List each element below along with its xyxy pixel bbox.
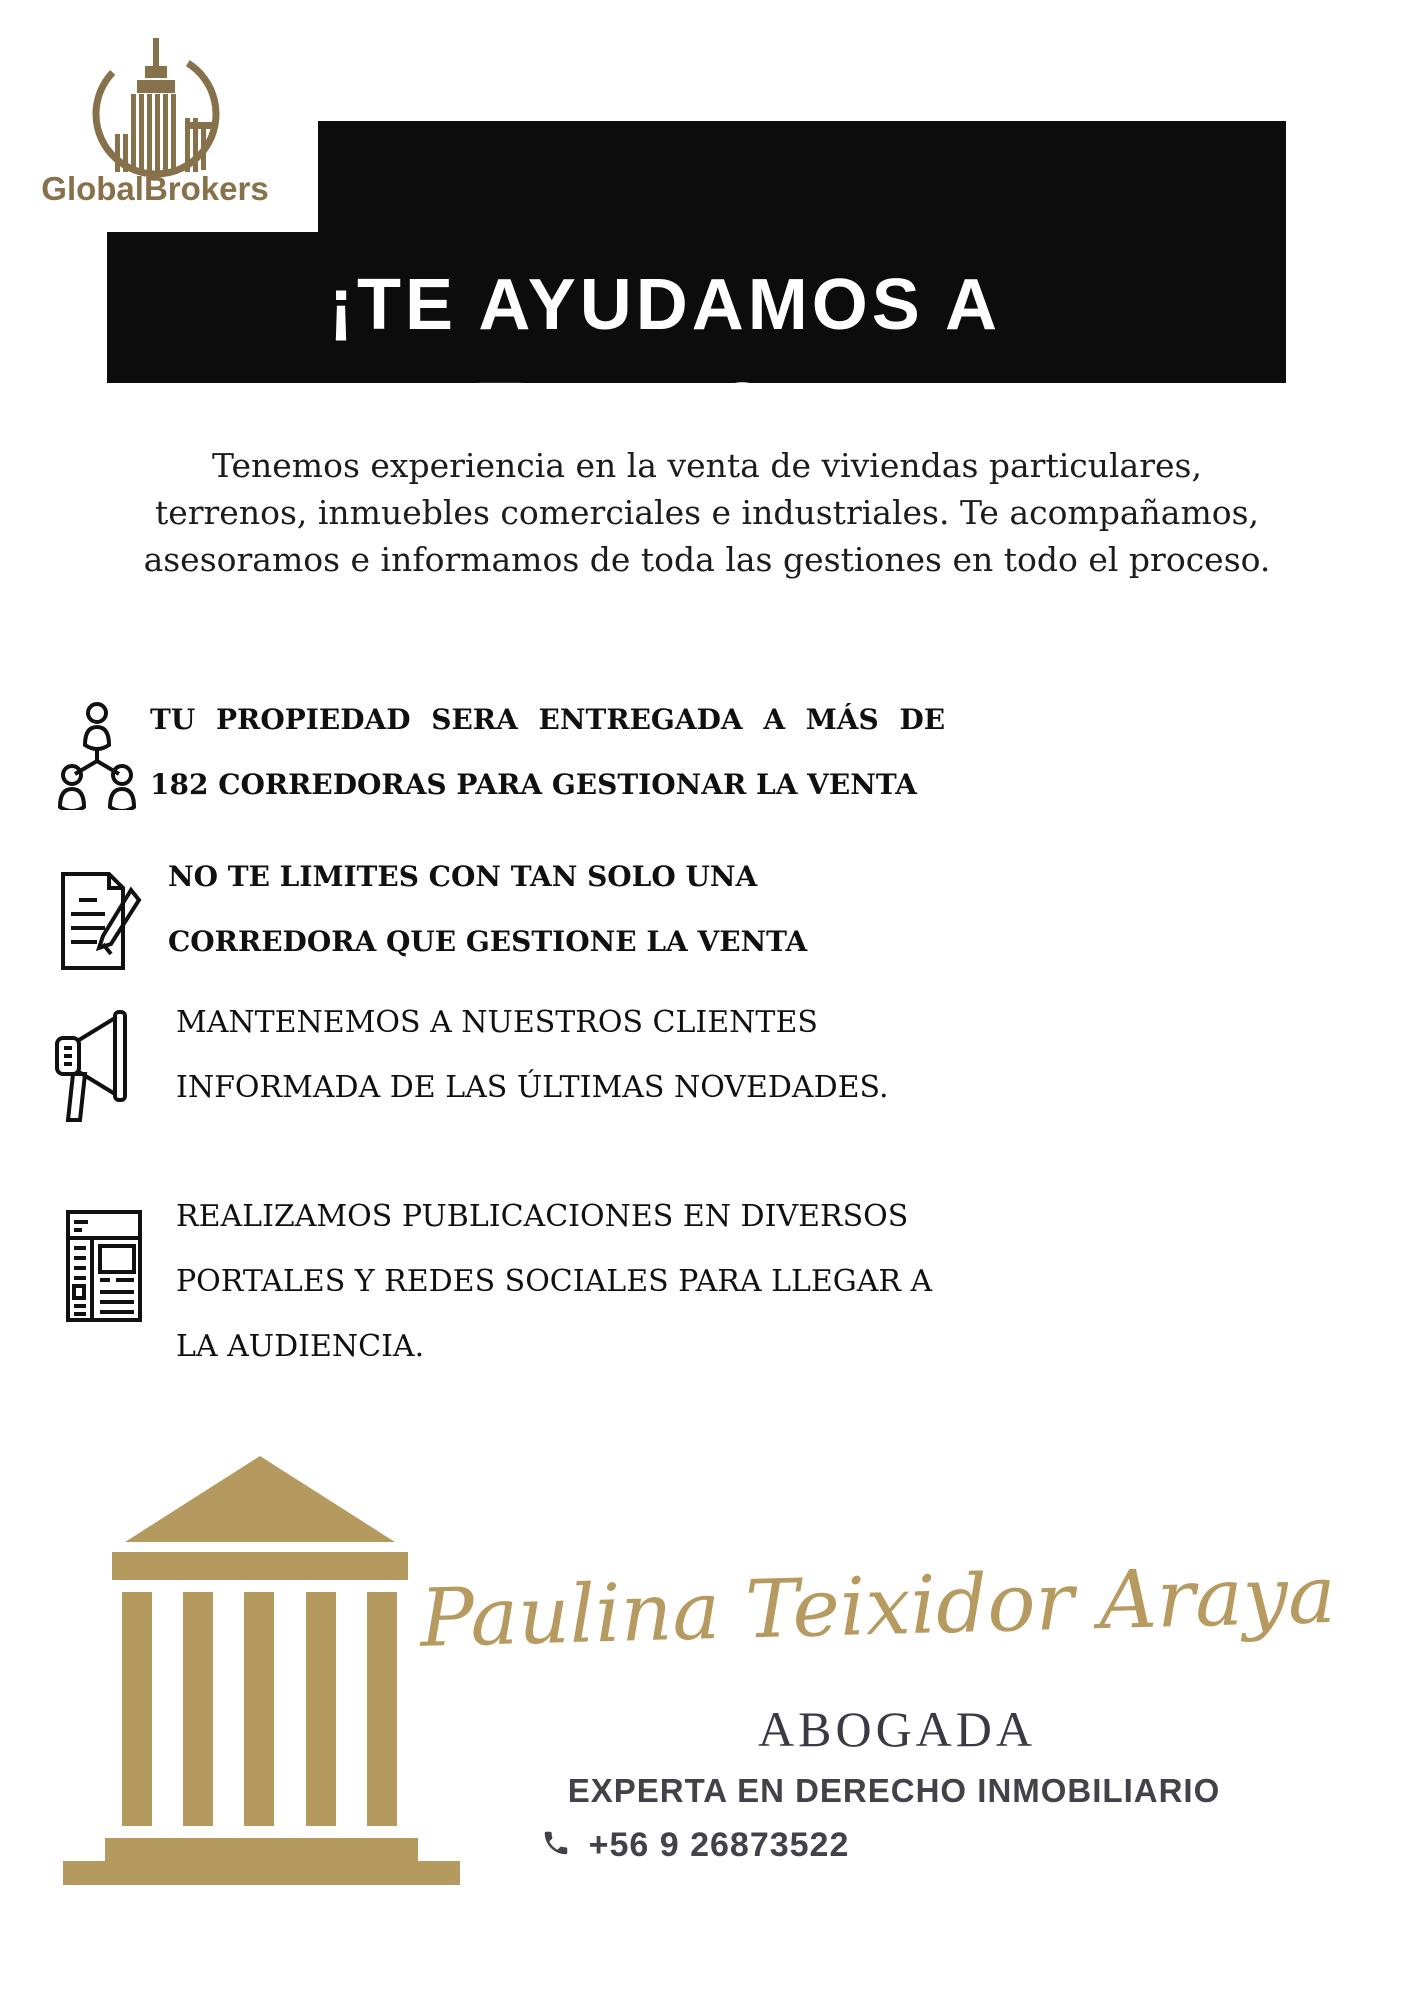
intro-line: asesoramos e informamos de toda las gestiones en todo el proceso. (143, 540, 1271, 579)
benefit-line: INFORMADA DE LAS ÚLTIMAS NOVEDADES. (176, 1070, 889, 1105)
benefit-line: 182 CORREDORAS PARA GESTIONAR LA VENTA (150, 768, 917, 801)
intro-paragraph (107, 442, 1307, 583)
newspaper-icon (64, 1208, 144, 1329)
benefit-text (150, 687, 945, 817)
logo-box (0, 0, 318, 232)
benefit-line: CORREDORA QUE GESTIONE LA VENTA (168, 925, 808, 958)
title-line-1: ¡TE AYUDAMOS A (329, 265, 1002, 345)
phone-number: +56 9 26873522 (588, 1826, 850, 1864)
title-line-2: VENDER TU PROPIEDAD! (130, 369, 1099, 449)
document-pencil-icon (55, 866, 145, 981)
globalbrokers-logo-icon (68, 34, 248, 189)
intro-line: terrenos, inmuebles comerciales e industriales. Te acompañamos, (154, 493, 1260, 532)
specialty-line: EXPERTA EN DERECHO INMOBILIARIO (567, 1772, 1221, 1809)
benefit-text (168, 844, 807, 974)
benefit-line: MANTENEMOS A NUESTROS CLIENTES (176, 1005, 818, 1040)
benefit-line: TU PROPIEDAD SERA ENTREGADA A MÁS DE (150, 703, 946, 736)
benefit-line: LA AUDIENCIA. (176, 1329, 425, 1364)
megaphone-icon (53, 1008, 149, 1133)
benefit-line: NO TE LIMITES CON TAN SOLO UNA (168, 860, 758, 893)
role-title: ABOGADA (758, 1701, 1036, 1757)
benefit-text (176, 990, 889, 1120)
benefit-text (176, 1184, 932, 1379)
intro-line: Tenemos experiencia en la venta de viviendas particulares, (212, 446, 1202, 485)
people-network-icon (55, 700, 139, 815)
benefit-line: REALIZAMOS PUBLICACIONES EN DIVERSOS (176, 1199, 909, 1234)
phone-row (395, 1826, 995, 1865)
logo-brand-name: GlobalBrokers (41, 170, 269, 207)
signature-paulina-teixidor: Paulina Teixidor Araya (418, 1547, 1337, 1665)
benefit-line: PORTALES Y REDES SOCIALES PARA LLEGAR A (176, 1264, 933, 1299)
phone-icon (541, 1828, 571, 1863)
